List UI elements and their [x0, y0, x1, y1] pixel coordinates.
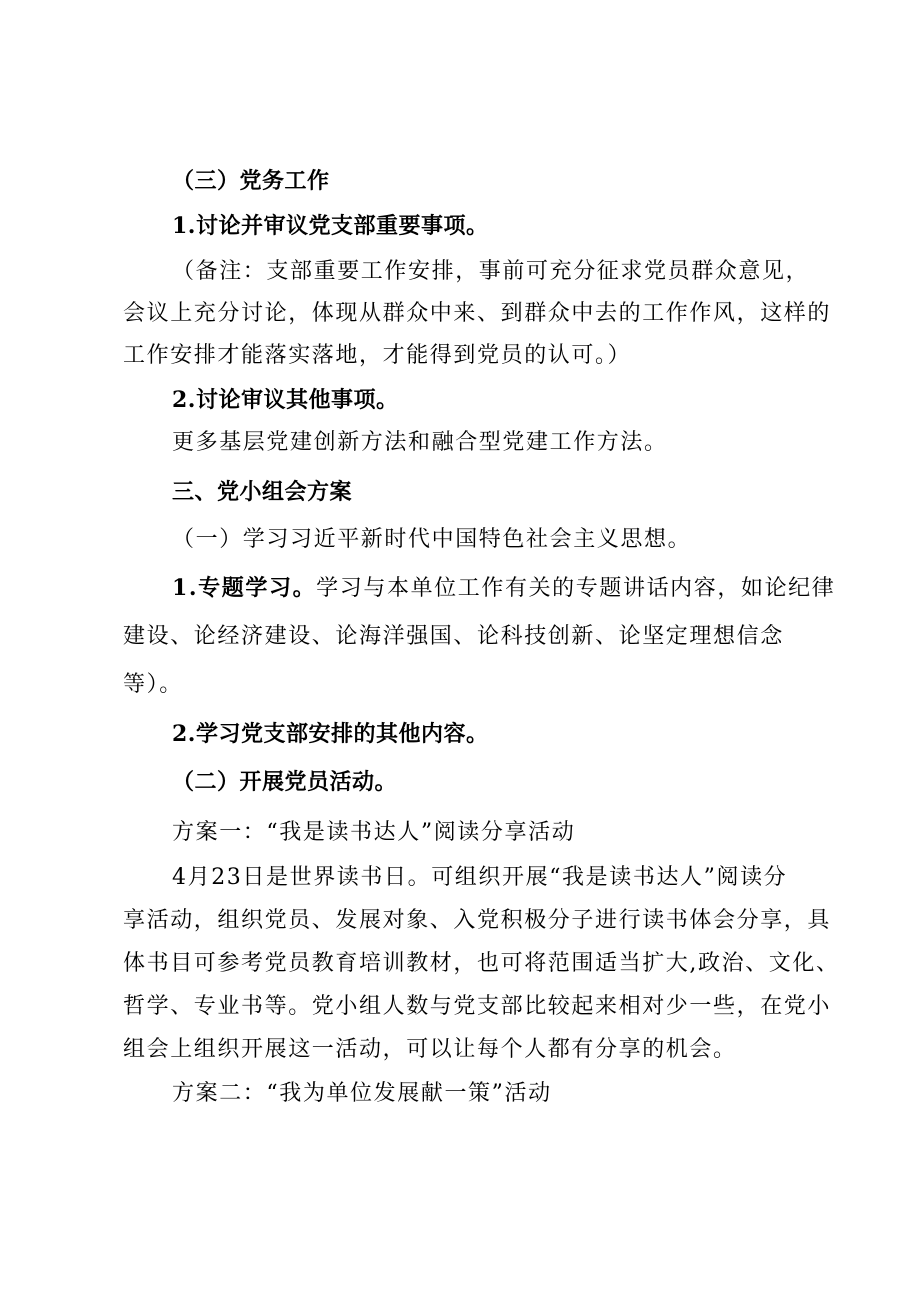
plan-2-title: 方案二：“我为单位发展献一策”活动	[172, 1081, 552, 1106]
note-line-1: （备注：支部重要工作安排，事前可充分征求党员群众意见，	[172, 259, 810, 284]
plan-1-line-1: 4月23日是世界读书日。可组织开展“我是读书达人”阅读分	[172, 865, 788, 890]
study-item-2: 2.学习党支部安排的其他内容。	[172, 721, 489, 747]
item-discuss-major-matters: 1.讨论并审议党支部重要事项。	[172, 213, 489, 239]
plan-1-line-2: 享活动，组织党员、发展对象、入党积极分子进行读书体会分享，具	[123, 908, 832, 933]
plan-1-line-5: 组会上组织开展这一活动，可以让每个人都有分享的机会。	[123, 1037, 737, 1062]
study-item-1-line-3: 等）。	[123, 672, 183, 697]
sub-heading-study-thought: （一）学习习近平新时代中国特色社会主义思想。	[172, 527, 692, 552]
study-item-1-line-1	[172, 573, 835, 604]
plan-1-line-4: 哲学、专业书等。党小组人数与党支部比较起来相对少一些，在党小	[123, 994, 832, 1019]
study-item-1-lead: 1.专题学习。	[172, 575, 317, 601]
study-item-1-rest: 学习与本单位工作有关的专题讲话内容，如论纪律	[316, 576, 836, 601]
plan-1-line-3: 体书目可参考党员教育培训教材，也可将范围适当扩大,政治、文化、	[123, 951, 840, 976]
plan-1-title: 方案一：“我是读书达人”阅读分享活动	[172, 820, 576, 845]
section-heading-party-affairs: （三）党务工作	[172, 168, 330, 194]
item-discuss-other-matters: 2.讨论审议其他事项。	[172, 387, 399, 413]
part-heading-group-meeting: 三、党小组会方案	[172, 479, 353, 505]
item-other-matters-text: 更多基层党建创新方法和融合型党建工作方法。	[172, 430, 668, 455]
note-line-2: 会议上充分讨论，体现从群众中来、到群众中去的工作作风，这样的	[123, 301, 832, 326]
study-item-1-line-2: 建设、论经济建设、论海洋强国、论科技创新、论坚定理想信念	[123, 624, 784, 649]
note-line-3: 工作安排才能落实落地，才能得到党员的认可。）	[123, 343, 632, 368]
sub-heading-member-activities: （二）开展党员活动。	[172, 769, 398, 795]
